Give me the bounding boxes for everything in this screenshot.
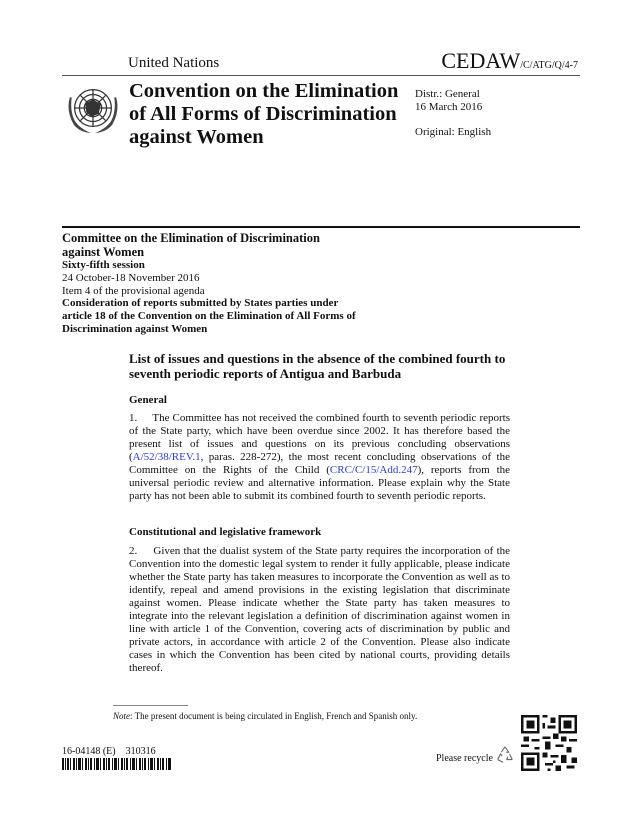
note-label: Note [113,711,130,721]
recycle-label: Please recycle [436,753,493,764]
section-heading-general: General [129,394,167,406]
document-title: List of issues and questions in the absence of the combined fourth to seventh periodic reports of Antigua and Barbuda [129,351,506,381]
title-line: against Women [129,126,264,148]
paragraph-text: ), reports from the universal periodic review and alternative information. Please explain why the State party has not been able to submit its combined fourth to seventh periodic reports. [129,464,511,502]
symbol-main: CEDAW [441,48,521,73]
barcode-icon [62,758,172,770]
title-line: Convention on the Elimination [129,80,399,102]
document-symbol [441,48,578,74]
link-a-52-38-rev1[interactable]: A/52/38/REV.1 [132,451,201,463]
committee-name-cont: against Women [62,245,145,259]
footnote-divider [113,705,188,706]
link-crc-c-15-add247[interactable]: CRC/C/15/Add.247 [329,464,418,476]
original-language: Original: English [415,126,492,138]
distribution-label: Distr.: General [415,88,480,100]
un-emblem-icon [64,80,122,138]
paragraph-text: Given that the dualist system of the State party requires the incorporation of the Convention into the domestic legal system to render it fully applicable, please indicate whether the State party has taken measures to incorporate the Convention as well as to identify, repeal and amend provisions in the existing legislation that discriminate against women. Please indicate whether the State party has taken measures to integrate into the relevant legislation a definition of discrimination against women in line with article 1 of the Convention, covering acts of discrimination by public and private actors, in accordance with article 2 of the Convention. Please also indicate cases in which the Convention has been cited by national courts, providing details thereof. [129,545,511,674]
recycle-icon [494,744,516,766]
section-heading-constitutional: Constitutional and legislative framework [129,526,322,538]
committee-name: Committee on the Elimination of Discrimination [62,231,320,245]
paragraph-number: 1. [129,412,138,424]
paragraph-number: 2. [129,545,138,557]
job-number: 16-04148 (E) 310316 [62,746,156,757]
paragraph-1 [129,412,510,503]
paragraph-text: The Committee has not received the combined fourth to seventh periodic reports of the State party, which have been overdue since 2002. It has therefore based the present list of issues and questions on its previous concluding observations ( [129,412,510,463]
footnote [113,711,417,721]
title-line: of All Forms of Discrimination [129,103,397,125]
paragraph-text: , paras. 228-272), the most recent concluding observations of the Committee on the Rights of the Child ( [129,451,510,476]
meeting-info [62,231,392,336]
agenda-title-line: Discrimination against Women [62,322,208,335]
convention-title [129,80,409,149]
issue-date: 16 March 2016 [415,101,483,113]
section-divider [62,226,580,228]
symbol-suffix: /C/ATG/Q/4-7 [520,60,578,71]
distribution-info [415,88,482,114]
agenda-item: Item 4 of the provisional agenda [62,284,205,297]
organization-label: United Nations [128,55,220,71]
agenda-title-line: Consideration of reports submitted by States parties under [62,297,339,310]
session-label: Sixty-fifth session [62,259,145,271]
qr-code-icon [521,715,577,771]
session-dates: 24 October-18 November 2016 [62,271,200,284]
paragraph-2 [129,545,510,675]
agenda-title-line: article 18 of the Convention on the Elimination of All Forms of [62,310,356,323]
note-text: : The present document is being circulated in English, French and Spanish only. [130,711,418,721]
header-divider [62,75,580,76]
